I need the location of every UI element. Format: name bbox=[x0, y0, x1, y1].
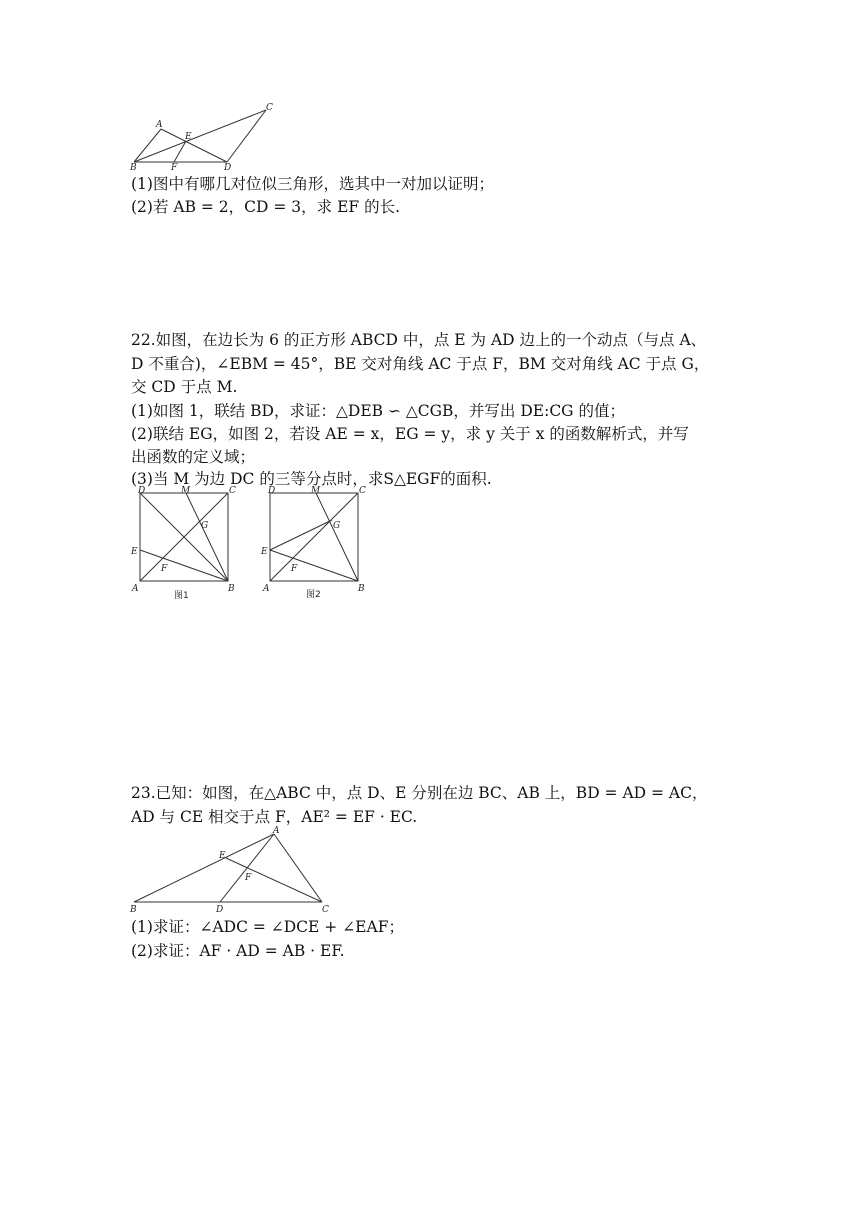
q22-part2-line2: 出函数的定义域； bbox=[131, 448, 256, 466]
segment-ad bbox=[161, 129, 227, 162]
label-g: G bbox=[333, 521, 341, 531]
q22-figure-2 bbox=[259, 484, 373, 602]
label-f: F bbox=[291, 564, 298, 574]
q22-part3: (3)当 M 为边 DC 的三等分点时，求S△EGF的面积. bbox=[131, 470, 492, 488]
segment-ce bbox=[226, 858, 322, 902]
label-f: F bbox=[245, 873, 252, 883]
q22-part2-line1: (2)联结 EG，如图 2，若设 AE = x，EG = y，求 y 关于 x 的函数解析式，并写 bbox=[131, 425, 689, 443]
q21-figure bbox=[128, 100, 278, 172]
q22-figure-1 bbox=[130, 484, 242, 602]
segment-ac bbox=[274, 834, 322, 902]
label-d: D bbox=[138, 486, 146, 496]
q21-part2: (2)若 AB = 2，CD = 3，求 EF 的长. bbox=[131, 198, 401, 216]
label-b: B bbox=[130, 905, 137, 915]
q23-stem-line1: 23.已知：如图，在△ABC 中，点 D、E 分别在边 BC、AB 上，BD = AD = AC， bbox=[131, 784, 708, 802]
segment-be bbox=[270, 550, 358, 581]
label-b: B bbox=[130, 163, 137, 173]
label-c: C bbox=[266, 103, 273, 113]
label-c: C bbox=[359, 486, 366, 496]
label-c: C bbox=[322, 905, 329, 915]
label-e: E bbox=[261, 547, 268, 557]
label-d: D bbox=[224, 163, 232, 173]
label-b: B bbox=[228, 584, 235, 594]
q22-part1: (1)如图 1，联结 BD，求证：△DEB ∽ △CGB，并写出 DE:CG 的值； bbox=[131, 402, 625, 420]
label-e: E bbox=[185, 132, 192, 142]
q22-stem-line1: 22.如图，在边长为 6 的正方形 ABCD 中，点 E 为 AD 边上的一个动点（与点 A、 bbox=[131, 331, 707, 349]
label-b: B bbox=[358, 584, 365, 594]
q23-stem-line2: AD 与 CE 相交于点 F，AE² = EF · EC. bbox=[131, 808, 418, 826]
q23-figure bbox=[128, 822, 338, 918]
label-c: C bbox=[229, 486, 236, 496]
figure-2-caption: 图2 bbox=[306, 590, 321, 600]
label-m: M bbox=[311, 486, 321, 496]
label-d: D bbox=[216, 905, 224, 915]
label-a: A bbox=[263, 584, 270, 594]
q22-stem-line3: 交 CD 于点 M. bbox=[131, 378, 238, 396]
label-a: A bbox=[156, 120, 163, 130]
segment-be bbox=[140, 550, 228, 581]
diagonal-ac bbox=[270, 493, 358, 581]
q23-part1: (1)求证：∠ADC = ∠DCE + ∠EAF； bbox=[131, 918, 404, 936]
figure-1-caption: 图1 bbox=[174, 591, 189, 601]
label-a: A bbox=[273, 826, 280, 836]
label-g: G bbox=[201, 521, 209, 531]
q21-part1: (1)图中有哪几对位似三角形，选其中一对加以证明； bbox=[131, 175, 494, 193]
label-e: E bbox=[219, 851, 226, 861]
label-e: E bbox=[131, 547, 138, 557]
segment-eg bbox=[270, 520, 332, 550]
q23-part2: (2)求证：AF · AD = AB · EF. bbox=[131, 942, 345, 960]
label-m: M bbox=[181, 486, 191, 496]
q22-stem-line2: D 不重合)，∠EBM = 45°，BE 交对角线 AC 于点 F，BM 交对角线 AC 于点 G， bbox=[131, 355, 710, 373]
label-a: A bbox=[132, 584, 139, 594]
label-d: D bbox=[268, 486, 276, 496]
label-f: F bbox=[171, 163, 178, 173]
segment-bm bbox=[316, 493, 358, 581]
label-f: F bbox=[161, 564, 168, 574]
segment-bm bbox=[186, 493, 228, 581]
segment-ab bbox=[134, 834, 274, 902]
